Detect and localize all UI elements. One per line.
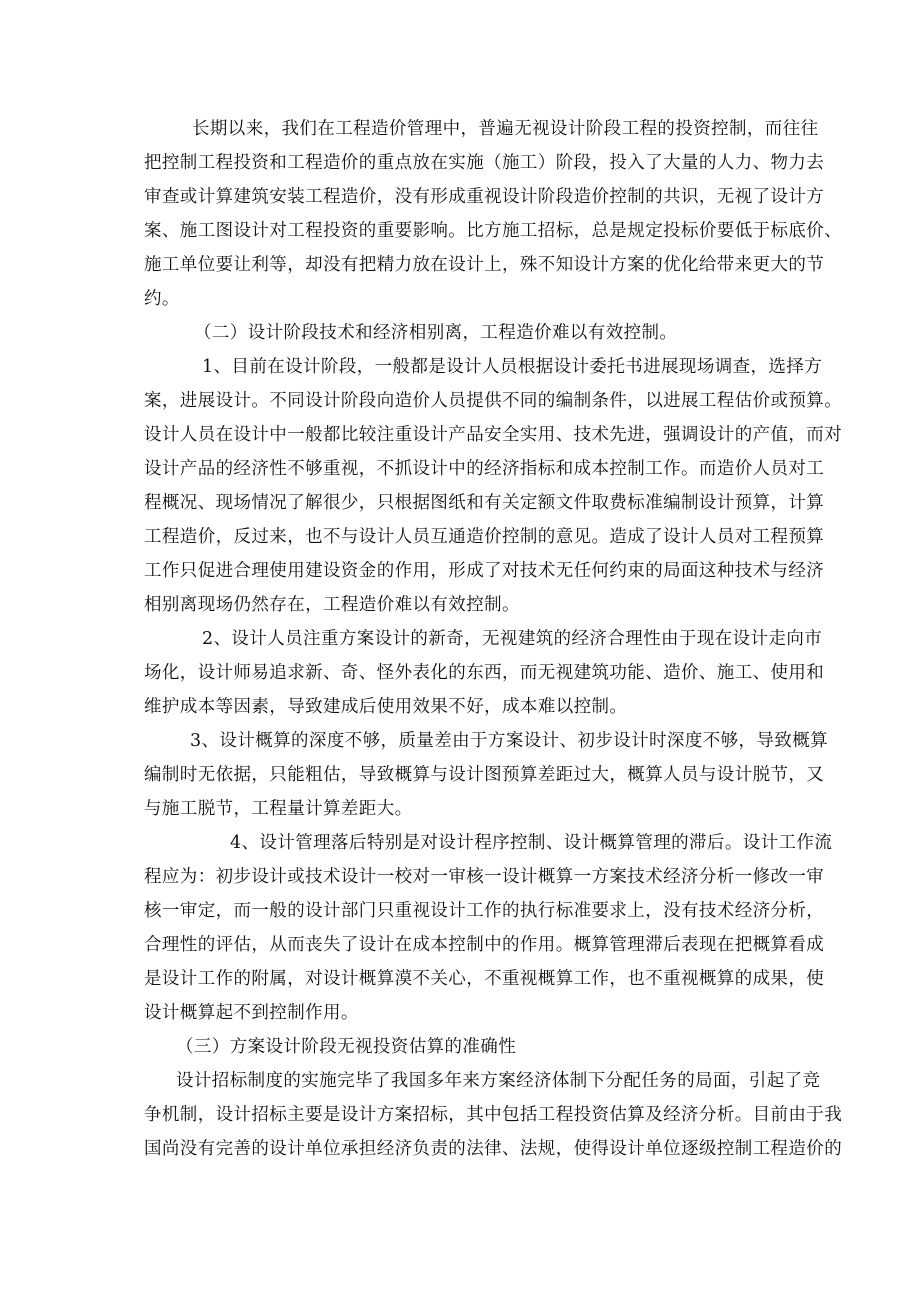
text-line: 程概况、现场情况了解很少，只根据图纸和有关定额文件取费标准编制设计预算，计算 — [144, 493, 825, 513]
text-line: 争机制，设计招标主要是设计方案招标，其中包括工程投资估算及经济分析。目前由于我 — [144, 1105, 843, 1125]
text-line: 1、目前在设计阶段，一般都是设计人员根据设计委托书进展现场调查，选择方 — [202, 357, 823, 377]
text-line: 施工单位要让利等，却没有把精力放在设计上，殊不知设计方案的优化给带来更大的节 — [144, 255, 825, 275]
text-line: 程应为：初步设计或技术设计一校对一审核一设计概算一方案技术经济分析一修改一审 — [144, 867, 825, 887]
text-line: 场化，设计师易追求新、奇、怪外表化的东西，而无视建筑功能、造价、施工、使用和 — [144, 663, 825, 683]
text-line: 工程造价，反过来，也不与设计人员互通造价控制的意见。造成了设计人员对工程预算 — [144, 527, 825, 547]
text-line: 合理性的评估，从而丧失了设计在成本控制中的作用。概算管理滞后表现在把概算看成 — [144, 935, 825, 955]
text-line: 是设计工作的附属，对设计概算漠不关心，不重视概算工作，也不重视概算的成果，使 — [144, 969, 825, 989]
text-line: 3、设计概算的深度不够，质量差由于方案设计、初步设计时深度不够，导致概算 — [190, 731, 829, 751]
text-line: 设计概算起不到控制作用。 — [144, 1003, 359, 1023]
text-line: 相别离现场仍然存在，工程造价难以有效控制。 — [144, 595, 520, 615]
text-line: 约。 — [144, 289, 180, 309]
text-line: 与施工脱节，工程量计算差距大。 — [144, 799, 413, 819]
text-line: 工作只促进合理使用建设资金的作用，形成了对技术无任何约束的局面这种技术与经济 — [144, 561, 825, 581]
text-line: 案，进展设计。不同设计阶段向造价人员提供不同的编制条件，以进展工程估价或预算。 — [144, 391, 843, 411]
text-line: 审查或计算建筑安装工程造价，没有形成重视设计阶段造价控制的共识，无视了设计方 — [144, 187, 825, 207]
text-line: 维护成本等因素，导致建成后使用效果不好，成本难以控制。 — [144, 697, 628, 717]
text-line: 国尚没有完善的设计单位承担经济负责的法律、法规，使得设计单位逐级控制工程造价的 — [144, 1139, 843, 1159]
text-line: 编制时无依据，只能粗估，导致概算与设计图预算差距过大，概算人员与设计脱节，又 — [144, 765, 825, 785]
text-line: 4、设计管理落后特别是对设计程序控制、设计概算管理的滞后。设计工作流 — [230, 833, 833, 853]
section-heading: （二）设计阶段技术和经济相别离，工程造价难以有效控制。 — [194, 323, 678, 343]
text-line: 设计招标制度的实施完毕了我国多年来方案经济体制下分配任务的局面，引起了竞 — [176, 1071, 821, 1091]
section-heading: （三）方案设计阶段无视投资估算的准确性 — [176, 1037, 517, 1057]
text-line: 案、施工图设计对工程投资的重要影响。比方施工招标，总是规定投标价要低于标底价、 — [144, 221, 843, 241]
text-line: 设计产品的经济性不够重视，不抓设计中的经济指标和成本控制工作。而造价人员对工 — [144, 459, 825, 479]
text-line: 长期以来，我们在工程造价管理中，普遍无视设计阶段工程的投资控制，而往往 — [192, 119, 819, 139]
text-line: 核一审定，而一般的设计部门只重视设计工作的执行标准要求上，没有技术经济分析， — [144, 901, 825, 921]
text-line: 2、设计人员注重方案设计的新奇，无视建筑的经济合理性由于现在设计走向市 — [202, 629, 823, 649]
text-line: 设计人员在设计中一般都比较注重设计产品安全实用、技术先进，强调设计的产值，而对 — [144, 425, 843, 445]
text-line: 把控制工程投资和工程造价的重点放在实施（施工）阶段，投入了大量的人力、物力去 — [144, 153, 825, 173]
